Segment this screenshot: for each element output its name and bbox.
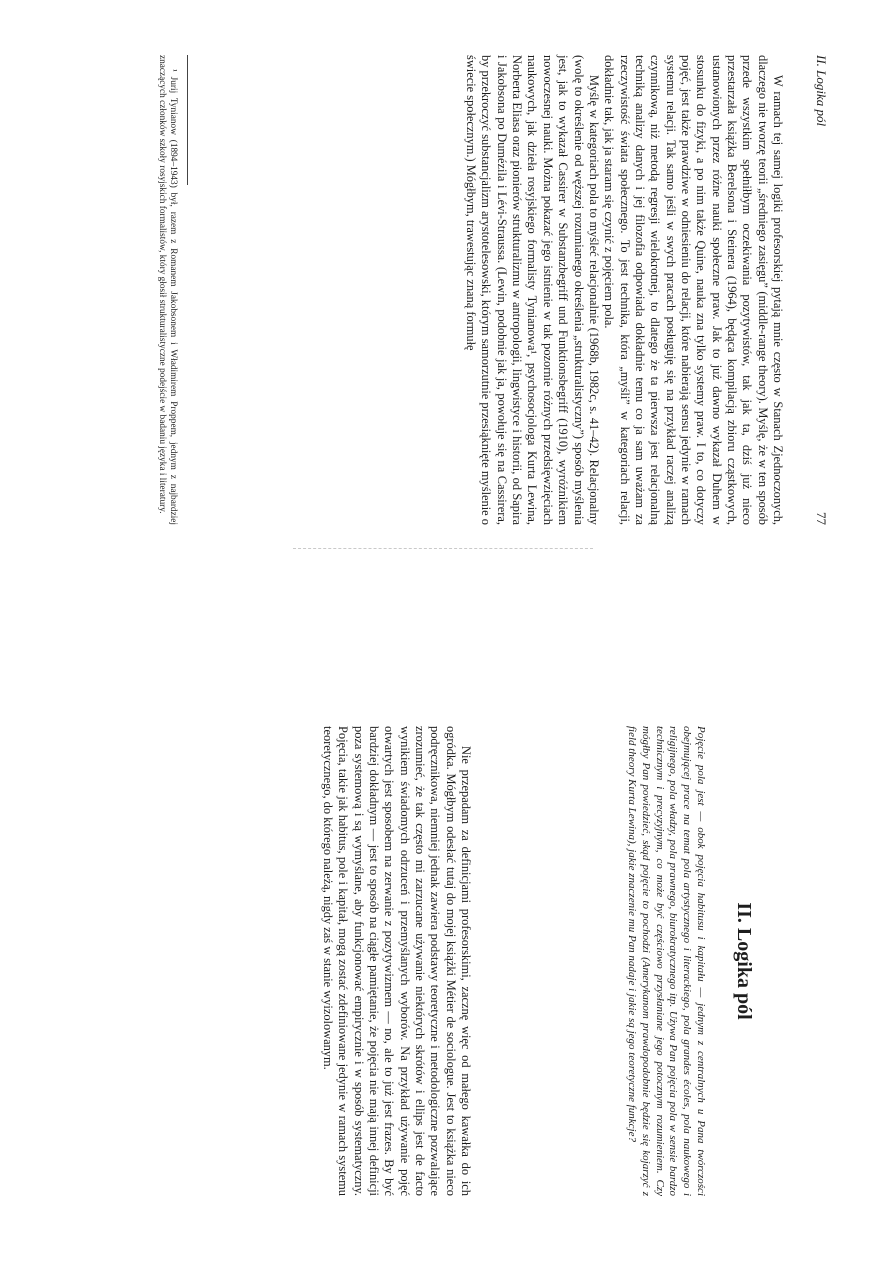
question-text: Pojęcie pola jest — obok pojęcia habitusu i kapitału — jednym z centralnych u Pana twórczości obejmującej prace na temat pola artystycznego i literackiego, pola grandes écoles, pola naukowego i religijnego, pola władzy, pola prawnego, biurokratycznego itp. Używa Pan pojęcia pola w sensie bardzo technicznym i precyzyjnym, co może być częściowo przysłaniane jego potocznym rozumieniem. Czy mógłby Pan powiedzieć, skąd pojęcie to pochodzi (Amerykanom prawdopodobnie będzie się kojarzyć z field theory Kurta Lewina), jakie znaczenie mu Pan nadaje i jakie są jego teoretyczne funkcje? (626, 726, 707, 1196)
body-text (463, 55, 785, 525)
paragraph: W ramach tej samej logiki profesorskiej pytają mnie często w Stanach Zjednoczonych, dlaczego nie tworzę teorii „średniego zasięgu” (middle-range theory). Myślę, że w ten sposób przede wszystkim spełniłbym oczekiwania pozytywistów, tak jak ta, dziś już nieco przestarzała książka Berelsona i Steinera (1964), będąca kompilacją zbioru cząstkowych, ustanowionych przez różne nauki społeczne praw. Jak to już dawno wykazał Duhem w stosunku do fizyki, a po nim także Quine, nauka zna tylko systemy praw. I to, co dotyczy pojęć, jest także prawdziwe w odniesieniu do relacji, które nabierają sensu jedynie w ramach systemu relacji. Tak samo jeśli w swych pracach posługuję się na przykład raczej analizą czynnikową, niż metodą regresji wielokrotnej, to dlatego że ta pierwsza jest relacjonalną techniką analizy danych i jej filozofia odpowiada dokładnie temu co ja sam uważam za rzeczywistość świata społecznego. To jest technika, która „myśli” w kategoriach relacji, dokładnie tak, jak ja staram się czynić z pojęciem pola. (602, 55, 785, 525)
page-77 (0, 0, 893, 631)
chapter-title: II. Logika pól (733, 902, 755, 1020)
chapter-opening-page (0, 631, 893, 1263)
answer-text (320, 726, 473, 1196)
paragraph: Nie przepadam za definicjami profesorskimi, zacznę więc od małego kawałka do ich ogródka. Mógłbym odesłać tutaj do mojej książki Métier de sociologue. Jest to książka nieco podręcznikowa, niemniej jednak zawiera podstawy teoretyczne i metodologiczne pozwalające zrozumieć, że tak często mi zarzucane używanie niektórych skrótów i ellips jest de facto wynikiem świadomych odrzuceń i przemyślanych wyborów. Na przykład używanie pojęć otwartych jest sposobem na zerwanie z pozytywizmem — no, ale to już jest frazes. By być bardziej dokładnym — jest to sposób na ciągłe pamiętanie, że pojęcia nie mają innej definicji poza systemową i są wymyślane, aby funkcjonować empirycznie i w sposób systematyczny. Pojęcia, takie jak habitus, pole i kapitał, mogą zostać zdefiniowane jedynie w ramach systemu teoretycznego, do którego należą, nigdy zaś w stanie wyizolowanym. (320, 726, 473, 1196)
page-number: 77 (814, 512, 829, 525)
scan-artifact-dots (293, 548, 593, 550)
interview-question (624, 726, 707, 1196)
footnote-rule (187, 55, 188, 185)
footnote (156, 55, 178, 525)
paragraph: Myślę w kategoriach pola to myśleć relacjonalnie (1968b, 1982c, s. 41–42). Relacjonalny (wolę to określenie od węższej rozumianego określenia „strukturalistyczny”) sposób myślenia jest, jak to wykazał Cassirer w Substanzbegriff und Funktionsbegriff (1910), wyróżnikiem nowoczesnej nauki. Można pokazać jego istnienie w tak pozornie różnych przedsięwzięciach naukowych, jak dzieła rosyjskiego formalisty Tynianowa¹, psychosocjologa Kurta Lewina, Norberta Eliasa oraz pionierów strukturalizmu w antropologii, lingwistyce i historii, od Sapira i Jakobsona po Dumézila i Lévi-Straussa. (Lewin, podobnie jak ja, powołuje się na Cassirera, by przekroczyć substancjalizm arystotelesowski, którym samorzutnie przesiąknięte myślenie o świecie społecznym.) Mógłbym, trawestując znaną formułę (464, 55, 601, 525)
running-header (809, 55, 829, 525)
running-title: II. Logika pól (814, 55, 829, 127)
footnote-text: ¹ Jurij Tynianow (1894–1943) był, razem z Romanem Jakobsonem i Władimirem Proppem, jednym z najbardziej znaczących członków szkoły rosyjskich formalistów, który głosił strukturalistyczne podejście w badaniu języka i literatury. (156, 55, 178, 525)
